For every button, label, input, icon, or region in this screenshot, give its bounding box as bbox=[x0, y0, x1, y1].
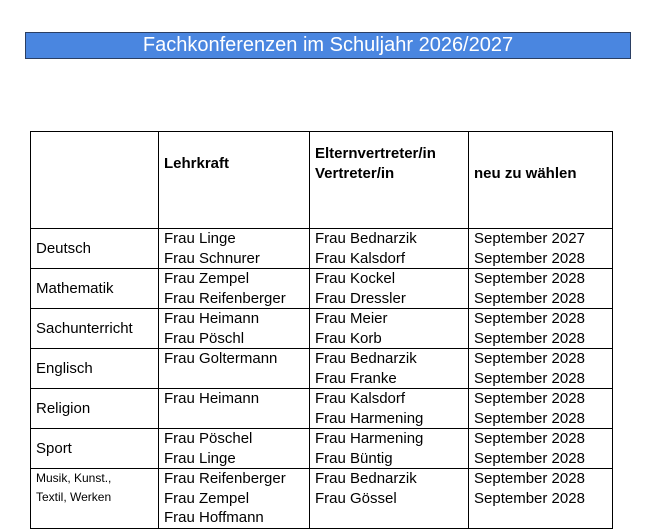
election-cell bbox=[469, 389, 613, 429]
election-cell bbox=[469, 349, 613, 389]
representative-cell bbox=[310, 389, 469, 429]
election-cell-line: September 2028 bbox=[474, 390, 585, 407]
table-row bbox=[31, 269, 613, 309]
teacher-cell-line: Frau Heimann bbox=[164, 390, 260, 407]
election-cell bbox=[469, 229, 613, 269]
representative-cell-line: Frau Kalsdorf bbox=[315, 249, 406, 267]
representative-cell-line: Frau Bednarzik bbox=[315, 230, 417, 247]
header-teacher-label: Lehrkraft bbox=[164, 155, 230, 172]
representative-cell-line: Frau Gössel bbox=[315, 489, 397, 507]
representative-cell-line: Frau Meier bbox=[315, 310, 388, 327]
representative-cell-line: Frau Harmening bbox=[315, 430, 424, 447]
teacher-cell bbox=[159, 389, 310, 429]
representative-cell-line: Frau Korb bbox=[315, 329, 382, 347]
subject-cell-line: Religion bbox=[36, 399, 91, 417]
teacher-cell-line: Frau Linge bbox=[164, 449, 236, 467]
teacher-cell-line: Frau Reifenberger bbox=[164, 470, 286, 487]
election-cell-line: September 2028 bbox=[474, 409, 585, 427]
representative-cell-line: Frau Kalsdorf bbox=[315, 390, 406, 407]
subject-cell-line: Sport bbox=[36, 439, 72, 457]
teacher-cell bbox=[159, 269, 310, 309]
representative-cell bbox=[310, 309, 469, 349]
teacher-cell-line: Frau Pöschel bbox=[164, 430, 253, 447]
table-header-row bbox=[31, 132, 613, 229]
election-cell-line: September 2028 bbox=[474, 449, 585, 467]
teacher-cell-line: Frau Goltermann bbox=[164, 350, 278, 367]
header-subject bbox=[31, 132, 159, 229]
header-election: neu zu wählen bbox=[469, 132, 613, 229]
election-cell bbox=[469, 309, 613, 349]
subject-cell-line: Mathematik bbox=[36, 279, 114, 297]
teacher-cell bbox=[159, 469, 310, 529]
teacher-cell-line: Frau Zempel bbox=[164, 270, 250, 287]
subject-cell-line: Textil, Werken bbox=[36, 490, 112, 504]
teacher-cell-line: Frau Pöschl bbox=[164, 329, 245, 347]
page-title: Fachkonferenzen im Schuljahr 2026/2027 bbox=[25, 32, 631, 59]
election-cell-line: September 2027 bbox=[474, 230, 585, 247]
representative-cell-line: Frau Bednarzik bbox=[315, 470, 417, 487]
subject-cell-line: Sachunterricht bbox=[36, 319, 133, 337]
election-cell-line: September 2028 bbox=[474, 470, 585, 487]
election-cell-line: September 2028 bbox=[474, 310, 585, 327]
representative-cell-line: Frau Büntig bbox=[315, 449, 393, 467]
header-representative bbox=[310, 132, 469, 229]
table-row bbox=[31, 349, 613, 389]
election-cell bbox=[469, 429, 613, 469]
election-cell bbox=[469, 269, 613, 309]
representative-cell bbox=[310, 269, 469, 309]
representative-cell-line: Frau Franke bbox=[315, 369, 397, 387]
teacher-cell bbox=[159, 429, 310, 469]
representative-cell-line: Frau Harmening bbox=[315, 409, 424, 427]
subject-cell bbox=[31, 269, 159, 309]
teacher-cell-line: Frau Schnurer bbox=[164, 249, 260, 267]
representative-cell-line: Frau Dressler bbox=[315, 289, 406, 307]
table-row bbox=[31, 429, 613, 469]
teacher-cell bbox=[159, 349, 310, 389]
election-cell-line: September 2028 bbox=[474, 369, 585, 387]
teacher-cell-line: Frau Heimann bbox=[164, 310, 260, 327]
header-representative-line: Elternvertreter/in bbox=[315, 145, 436, 162]
representative-cell bbox=[310, 349, 469, 389]
conference-table bbox=[30, 131, 613, 529]
representative-cell bbox=[310, 469, 469, 529]
subject-cell bbox=[31, 429, 159, 469]
election-cell-line: September 2028 bbox=[474, 249, 585, 267]
table-row bbox=[31, 469, 613, 529]
table-row bbox=[31, 309, 613, 349]
teacher-cell bbox=[159, 229, 310, 269]
subject-cell-line: Englisch bbox=[36, 359, 93, 377]
table-row bbox=[31, 389, 613, 429]
subject-cell bbox=[31, 389, 159, 429]
subject-cell-line: Deutsch bbox=[36, 239, 92, 257]
table-row bbox=[31, 229, 613, 269]
election-cell-line: September 2028 bbox=[474, 430, 585, 447]
teacher-cell-line: Frau Zempel bbox=[164, 489, 250, 507]
election-cell bbox=[469, 469, 613, 529]
representative-cell-line: Frau Bednarzik bbox=[315, 350, 417, 367]
subject-cell bbox=[31, 309, 159, 349]
subject-cell bbox=[31, 349, 159, 389]
teacher-cell-line: Frau Linge bbox=[164, 230, 236, 247]
election-cell-line: September 2028 bbox=[474, 489, 585, 507]
subject-cell bbox=[31, 469, 159, 529]
teacher-cell-line: Frau Hoffmann bbox=[164, 509, 264, 526]
election-cell-line: September 2028 bbox=[474, 329, 585, 347]
representative-cell bbox=[310, 229, 469, 269]
header-teacher bbox=[159, 132, 310, 229]
teacher-cell-line: Frau Reifenberger bbox=[164, 289, 286, 307]
election-cell-line: September 2028 bbox=[474, 270, 585, 287]
representative-cell bbox=[310, 429, 469, 469]
teacher-cell bbox=[159, 309, 310, 349]
election-cell-line: September 2028 bbox=[474, 289, 585, 307]
subject-cell-line: Musik, Kunst., bbox=[36, 471, 112, 485]
election-cell-line: September 2028 bbox=[474, 350, 585, 367]
header-representative-line: Vertreter/in bbox=[315, 164, 395, 182]
subject-cell bbox=[31, 229, 159, 269]
representative-cell-line: Frau Kockel bbox=[315, 270, 396, 287]
